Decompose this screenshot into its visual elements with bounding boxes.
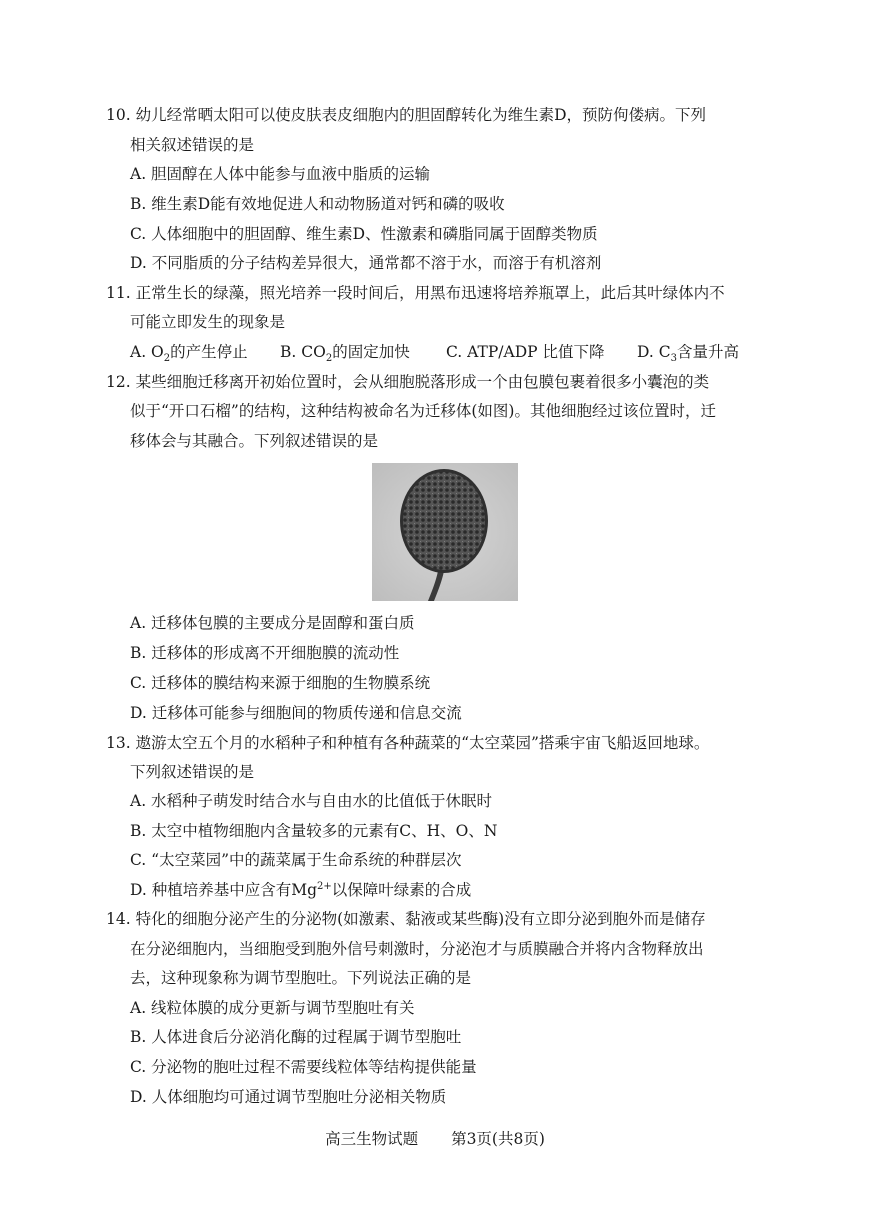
q13-option-b: B. 太空中植物细胞内含量较多的元素有C、H、O、N — [130, 822, 498, 840]
q14-option-b: B. 人体进食后分泌消化酶的过程属于调节型胞吐 — [130, 1028, 462, 1046]
q14-option-c: C. 分泌物的胞吐过程不需要线粒体等结构提供能量 — [130, 1058, 477, 1076]
q11-stem-line2: 可能立即发生的现象是 — [130, 313, 286, 331]
q11-option-a: A. $O_2$的产生停止 — [130, 343, 248, 365]
q11-option-b: B. $CO_2$的固定加快 — [280, 343, 410, 365]
q14-stem-line2: 在分泌细胞内，当细胞受到胞外信号刺激时，分泌泡才与质膜融合并将内含物释放出 — [130, 940, 704, 958]
q11-option-d: D. $C_3$含量升高 — [637, 343, 739, 365]
footer-page-number: 第3页(共8页) — [451, 1130, 545, 1148]
q12-stem-line3: 移体会与其融合。下列叙述错误的是 — [130, 432, 379, 450]
q14-option-d: D. 人体细胞均可通过调节型胞吐分泌相关物质 — [130, 1088, 447, 1106]
q12-option-a: A. 迁移体包膜的主要成分是固醇和蛋白质 — [130, 614, 415, 632]
q11-stem-line1: 11. 正常生长的绿藻，照光培养一段时间后，用黑布迅速将培养瓶罩上，此后其叶绿体内不 — [106, 284, 725, 302]
q10-option-c: C. 人体细胞中的胆固醇、维生素D、性激素和磷脂同属于固醇类物质 — [130, 225, 598, 243]
q10-option-a: A. 胆固醇在人体中能参与血液中脂质的运输 — [130, 165, 431, 183]
migrasome-image — [372, 463, 518, 601]
q12-option-d: D. 迁移体可能参与细胞间的物质传递和信息交流 — [130, 704, 462, 722]
q14-stem-line1: 14. 特化的细胞分泌产生的分泌物(如激素、黏液或某些酶)没有立即分泌到胞外而是储存 — [106, 910, 706, 928]
footer-subject: 高三生物试题 — [325, 1130, 419, 1148]
q10-stem-line1: 10. 幼儿经常晒太阳可以使皮肤表皮细胞内的胆固醇转化为维生素D，预防佝偻病。下列 — [106, 106, 707, 124]
q13-stem-line2: 下列叙述错误的是 — [130, 763, 255, 781]
q13-option-a: A. 水稻种子萌发时结合水与自由水的比值低于休眠时 — [130, 792, 493, 810]
q12-option-c: C. 迁移体的膜结构来源于细胞的生物膜系统 — [130, 674, 431, 692]
q10-option-d: D. 不同脂质的分子结构差异很大，通常都不溶于水，而溶于有机溶剂 — [130, 254, 602, 272]
q14-stem-line3: 去，这种现象称为调节型胞吐。下列说法正确的是 — [130, 969, 472, 987]
q12-stem-line2: 似于“开口石榴”的结构，这种结构被命名为迁移体(如图)。其他细胞经过该位置时，迁 — [130, 402, 716, 420]
q12-option-b: B. 迁移体的形成离不开细胞膜的流动性 — [130, 644, 400, 662]
q13-stem-line1: 13. 遨游太空五个月的水稻种子和种植有各种蔬菜的“太空菜园”搭乘宇宙飞船返回地球。 — [106, 734, 710, 752]
migrasome-micrograph — [372, 463, 518, 601]
q10-stem-line2: 相关叙述错误的是 — [130, 136, 255, 154]
q10-option-b: B. 维生素D能有效地促进人和动物肠道对钙和磷的吸收 — [130, 195, 505, 213]
q14-option-a: A. 线粒体膜的成分更新与调节型胞吐有关 — [130, 999, 415, 1017]
q11-option-c: C. ATP/ADP 比值下降 — [446, 343, 605, 361]
q13-option-d: D. 种植培养基中应含有$Mg^{2+}$以保障叶绿素的合成 — [130, 880, 472, 899]
page-footer — [0, 1128, 870, 1150]
q13-option-c: C. “太空菜园”中的蔬菜属于生命系统的种群层次 — [130, 851, 462, 869]
q12-stem-line1: 12. 某些细胞迁移离开初始位置时，会从细胞脱落形成一个由包膜包裹着很多小囊泡的类 — [106, 373, 710, 391]
